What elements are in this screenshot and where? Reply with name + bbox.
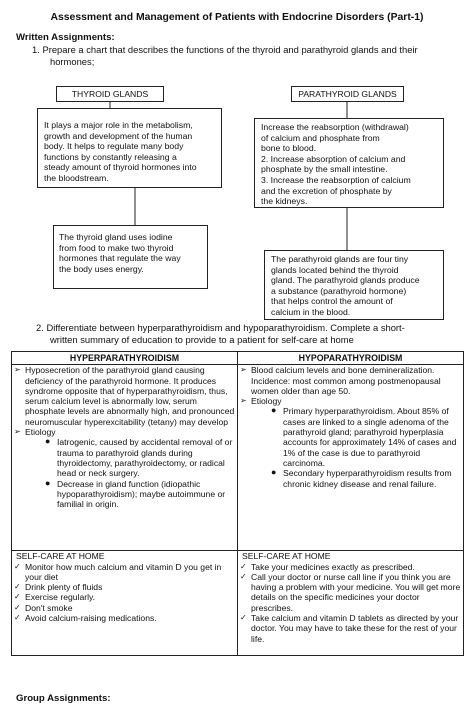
list-item: ✓ Drink plenty of fluids: [14, 582, 103, 593]
hyper-selfcare-cell: [12, 551, 238, 656]
text-line: calcium in the blood.: [271, 306, 351, 317]
comparison-table: [11, 351, 464, 656]
text-line: Increase the reabsorption (withdrawal): [261, 122, 409, 132]
hyper-header: HYPERPARATHYROIDISM: [12, 352, 238, 365]
text-line: of calcium and phosphate from: [261, 132, 380, 143]
question-2-line2: written summary of education to provide to a patient for self-care at home: [50, 334, 354, 345]
table-header-row: [12, 352, 464, 365]
list-item: ➢ Etiology ● Iatrogenic, caused by accidental removal of or trauma to parathyroid glands during thyroidectomy, parathyroidectomy, or radical head or neck surgery. ● Decrease in gland function (idiopathic hypoparathyroidism); maybe autoimmune or familial in origin.: [14, 427, 235, 509]
question-2: [36, 322, 464, 346]
checkmark-icon: ✓: [14, 582, 21, 592]
question-1-line1: Prepare a chart that describes the functions of the thyroid and parathyroid glands and their: [42, 44, 418, 55]
table-row: [12, 551, 464, 656]
text-line: body. It helps to regulate many body: [44, 141, 184, 152]
text-line: The thyroid gland uses iodine: [59, 232, 173, 242]
text-line: glands located behind the thyroid: [271, 264, 399, 275]
parathyroid-header: PARATHYROID GLANDS: [298, 89, 397, 99]
text-line: It plays a major role in the metabolism,: [44, 120, 193, 130]
question-1-line2: hormones;: [50, 56, 95, 67]
parathyroid-description-box: [264, 250, 444, 320]
list-item: ➢ Hyposecretion of the parathyroid gland causing deficiency of the parathyroid hormone. It produces syndrome opposite that of hyperparathyroidism, thus, serum calcium level is abnormally low, serum phosphate levels are abnormally high, and pronounced neuromuscular hyperexcitability (tetany) may develop: [14, 365, 235, 427]
text-line: the kidneys.: [261, 196, 308, 207]
dot-bullet-icon: ●: [45, 436, 51, 447]
list-item: ✓ Exercise regularly.: [14, 592, 96, 603]
text-line: hormones that regulate the way: [59, 253, 181, 264]
hyper-cell: [12, 365, 238, 551]
written-assignments-heading: Written Assignments:: [16, 32, 115, 43]
list-item: ● Iatrogenic, caused by accidental removal of or trauma to parathyroid glands during thyroidectomy, parathyroidectomy, or radical head or neck surgery.: [45, 436, 233, 479]
text-line: The parathyroid glands are four tiny: [271, 254, 409, 264]
group-assignments-heading: Group Assignments:: [16, 693, 111, 704]
table-row: [12, 365, 464, 551]
hypo-header: HYPOPARATHYROIDISM: [238, 352, 464, 365]
text-line: 2. Increase absorption of calcium and: [261, 153, 406, 164]
list-item: ✓ Take calcium and vitamin D tablets as directed by your doctor. You may have to take these for the rest of your life.: [240, 613, 459, 644]
arrow-bullet-icon: ➢: [14, 365, 21, 375]
selfcare-label: SELF-CARE AT HOME: [16, 551, 105, 562]
checkmark-icon: ✓: [240, 613, 247, 623]
text-line: bone to blood.: [261, 143, 317, 154]
hypo-cell: [238, 365, 464, 551]
list-item: ✓ Monitor how much calcium and vitamin D you get in your diet: [14, 561, 222, 582]
parathyroid-function-box: [254, 118, 444, 208]
arrow-bullet-icon: ➢: [240, 365, 247, 375]
thyroid-iodine-box: [53, 225, 208, 289]
text-line: steady amount of thyroid hormones into: [44, 162, 197, 173]
checkmark-icon: ✓: [14, 613, 21, 623]
text-line: growth and development of the human: [44, 130, 193, 141]
checkmark-icon: ✓: [14, 592, 21, 602]
text-line: the bloodstream.: [44, 172, 109, 183]
list-item: ● Secondary hyperparathyroidism results from chronic kidney disease and renal failure.: [271, 467, 452, 489]
list-item: ✓ Don't smoke: [14, 602, 73, 613]
text-line: phosphate by the small intestine.: [261, 164, 388, 175]
text-line: 3. Increase the reabsorption of calcium: [261, 174, 411, 185]
thyroid-header: THYROID GLANDS: [71, 89, 149, 99]
list-item: ✓ Call your doctor or nurse call line if you think you are having a problem with your medicine. You will get more details on the specific medicines your doctor prescribes.: [240, 571, 461, 613]
text-line: that helps control the amount of: [271, 296, 393, 307]
text-line: functions by constantly releasing a: [44, 151, 177, 162]
text-line: a substance (parathyroid hormone): [271, 285, 407, 296]
dot-bullet-icon: ●: [271, 467, 277, 478]
checkmark-icon: ✓: [240, 561, 247, 571]
parathyroid-header-box: [291, 86, 404, 102]
dot-bullet-icon: ●: [271, 405, 277, 416]
checkmark-icon: ✓: [240, 571, 247, 581]
list-item: ● Decrease in gland function (idiopathic hypoparathyroidism); maybe autoimmune or familial in origin.: [45, 477, 226, 510]
list-item: ✓ Avoid calcium-raising medications.: [14, 613, 157, 624]
list-item: ● Primary hyperparathyroidism. About 85% of cases are linked to a single adenoma of the parathyroid gland; parathyroid hyperplasia accounts for approximately 14% of cases and 1% of the case is due to parathyroid carcinoma.: [271, 405, 457, 468]
text-line: the body uses energy.: [59, 263, 144, 274]
dot-bullet-icon: ●: [45, 477, 51, 488]
text-line: from food to make two thyroid: [59, 242, 174, 253]
thyroid-function-box: [37, 108, 222, 188]
list-item: ✓ Take your medicines exactly as prescribed.: [240, 561, 415, 572]
checkmark-icon: ✓: [14, 602, 21, 612]
list-item: ➢ Blood calcium levels and bone demineralization. Incidence: most common among postmenopausal women older than age 50.: [240, 365, 441, 396]
question-2-number: 2.: [36, 322, 44, 333]
arrow-bullet-icon: ➢: [14, 427, 21, 437]
question-1-number: 1.: [32, 44, 40, 55]
text-line: gland. The parathyroid glands produce: [271, 275, 420, 286]
checkmark-icon: ✓: [14, 561, 21, 571]
thyroid-header-box: [56, 86, 164, 102]
page-title: Assessment and Management of Patients with Endocrine Disorders (Part-1): [50, 12, 424, 23]
question-2-line1: Differentiate between hyperparathyroidism and hypoparathyroidism. Complete a short-: [46, 322, 405, 333]
selfcare-label: SELF-CARE AT HOME: [242, 551, 331, 562]
arrow-bullet-icon: ➢: [240, 396, 247, 406]
hypo-selfcare-cell: [238, 551, 464, 656]
text-line: and the excretion of phosphate by: [261, 185, 392, 196]
list-item: ➢ Etiology ● Primary hyperparathyroidism. About 85% of cases are linked to a single adenoma of the parathyroid gland; parathyroid hyperplasia accounts for approximately 14% of cases and 1% of the case is due to parathyroid carcinoma. ● Secondary hyperparathyroidism results from chronic kidney disease and renal failure.: [240, 396, 461, 489]
